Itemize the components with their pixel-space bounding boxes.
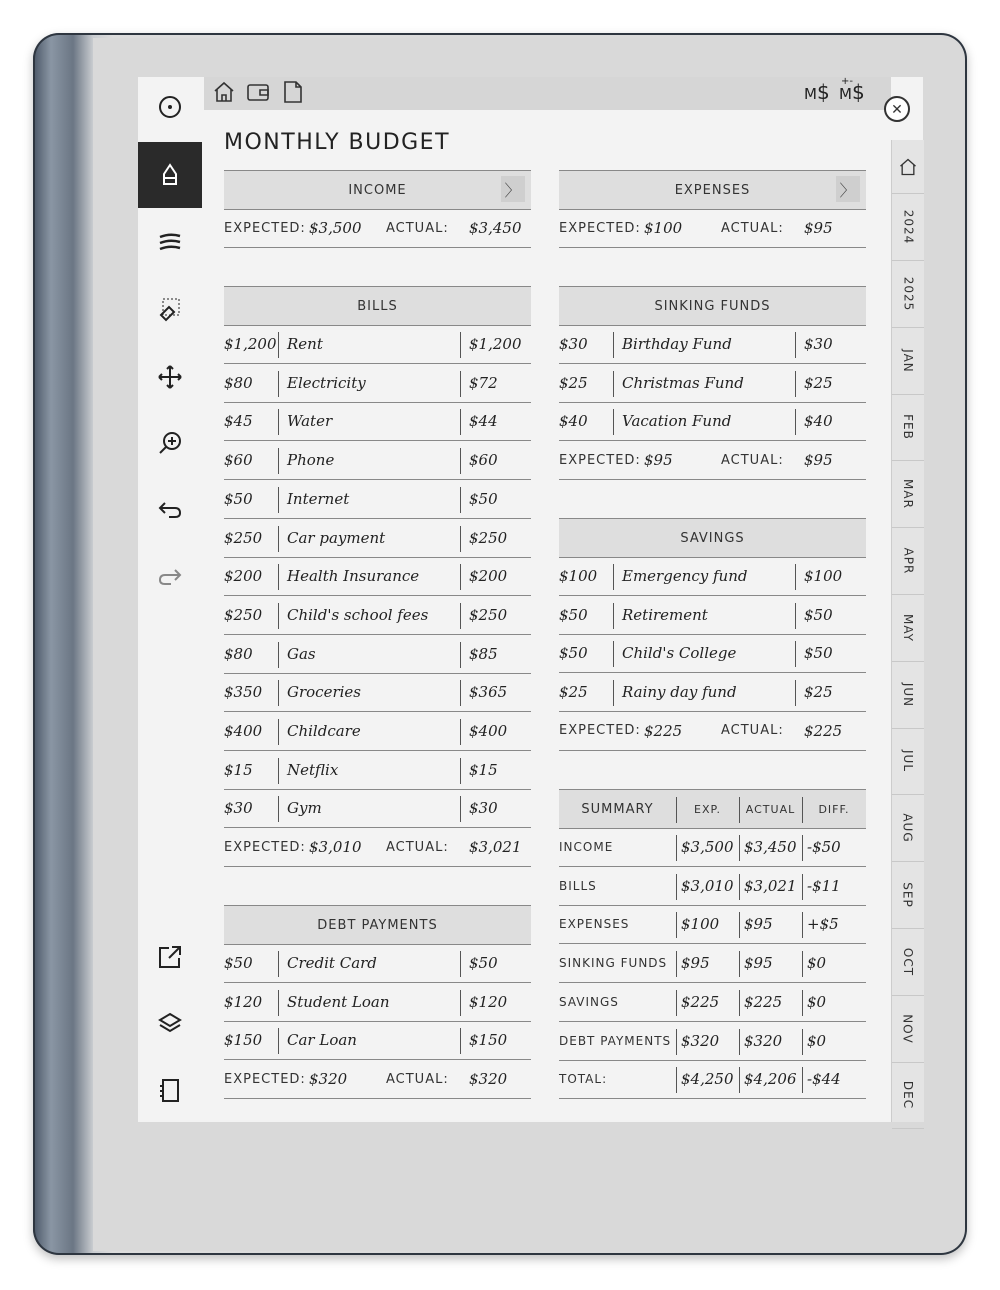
- home-icon[interactable]: [212, 80, 236, 110]
- divider: [278, 487, 279, 513]
- summary-expected: $4,250: [681, 1070, 734, 1089]
- tab-label: FEB: [901, 414, 915, 441]
- expected-label: EXPECTED:: [559, 220, 641, 236]
- actual-value: $95: [804, 451, 833, 470]
- divider: [613, 603, 614, 629]
- divider: [460, 1028, 461, 1054]
- actual-amount: $50: [469, 489, 498, 508]
- ms-label-2: M: [839, 85, 852, 103]
- savings-header: [559, 518, 866, 558]
- item-name: Emergency fund: [622, 567, 748, 585]
- actual-amount: $50: [804, 605, 833, 624]
- table-row[interactable]: [559, 634, 866, 673]
- table-row[interactable]: [224, 751, 531, 790]
- actual-amount: $50: [804, 644, 833, 663]
- table-row[interactable]: [224, 596, 531, 635]
- table-row[interactable]: [224, 325, 531, 364]
- eraser-select-icon[interactable]: [138, 280, 202, 340]
- divider: [278, 603, 279, 629]
- expected-amount: $1,200: [224, 335, 277, 353]
- plus-minus-label: +-: [841, 76, 853, 87]
- summary-row: [559, 1022, 866, 1061]
- summary-actual: $3,450: [744, 838, 797, 856]
- sinking-funds-header-label: SINKING FUNDS: [654, 298, 771, 314]
- divider: [460, 719, 461, 745]
- expected-amount: $150: [224, 1031, 263, 1050]
- item-name: Gas: [287, 644, 316, 663]
- actual-value: $320: [469, 1070, 508, 1089]
- income-header[interactable]: [224, 170, 531, 210]
- divider: [739, 990, 740, 1016]
- expected-amount: $45: [224, 412, 253, 431]
- income-header-label: INCOME: [348, 182, 407, 198]
- summary-actual: $4,206: [744, 1070, 797, 1089]
- expected-value: $95: [644, 451, 673, 470]
- divider: [460, 371, 461, 397]
- debt-totals: [224, 1060, 531, 1099]
- summary-expected: $95: [681, 954, 710, 973]
- item-name: Rent: [287, 335, 323, 353]
- expected-label: EXPECTED:: [224, 220, 306, 236]
- summary-diff: -$50: [807, 838, 841, 856]
- divider: [739, 874, 740, 900]
- divider: [278, 796, 279, 822]
- divider: [613, 409, 614, 435]
- table-row[interactable]: [224, 635, 531, 674]
- actual-amount: $365: [469, 683, 508, 702]
- summary-label: BILLS: [559, 878, 597, 893]
- divider: [795, 409, 796, 435]
- divider: [460, 564, 461, 590]
- undo-icon[interactable]: [138, 480, 202, 540]
- tab-label: NOV: [900, 1013, 915, 1044]
- expected-amount: $50: [224, 954, 253, 972]
- expected-amount: $40: [559, 412, 588, 431]
- item-name: Child's school fees: [287, 605, 429, 624]
- tab-may[interactable]: [892, 595, 924, 662]
- summary-actual: $320: [744, 1031, 783, 1050]
- divider: [676, 874, 677, 900]
- divider: [739, 1067, 740, 1093]
- actual-amount: $100: [804, 567, 843, 585]
- divider: [278, 680, 279, 706]
- tab-sep[interactable]: [892, 862, 924, 929]
- summary-actual: $3,021: [744, 876, 797, 895]
- summary-label: SAVINGS: [559, 994, 619, 1009]
- table-row[interactable]: [224, 712, 531, 751]
- actual-amount: $250: [469, 605, 508, 624]
- savings-totals: [559, 712, 866, 751]
- item-name: Netflix: [287, 760, 339, 779]
- expected-value: $100: [644, 219, 683, 237]
- expected-label: EXPECTED:: [224, 839, 306, 855]
- divider: [676, 990, 677, 1016]
- divider: [278, 526, 279, 552]
- divider: [795, 332, 796, 358]
- tab-jan[interactable]: [892, 328, 924, 395]
- summary-row: [559, 1060, 866, 1099]
- summary-diff: +$5: [807, 915, 839, 934]
- expected-amount: $60: [224, 451, 253, 470]
- expected-amount: $50: [224, 489, 253, 508]
- divider: [795, 641, 796, 667]
- tab-label: APR: [900, 547, 915, 575]
- divider: [795, 603, 796, 629]
- actual-amount: $30: [804, 335, 833, 353]
- divider: [802, 835, 803, 861]
- item-name: Childcare: [287, 722, 361, 740]
- sinking-funds-header: [559, 286, 866, 326]
- item-name: Groceries: [287, 683, 362, 702]
- expected-label: EXPECTED:: [224, 1071, 306, 1087]
- divider: [460, 603, 461, 629]
- divider: [278, 409, 279, 435]
- expected-amount: $50: [559, 605, 588, 624]
- item-name: Student Loan: [287, 992, 390, 1011]
- actual-amount: $30: [469, 799, 498, 818]
- month-tabs: [891, 140, 924, 1122]
- summary-diff: $0: [807, 954, 827, 973]
- summary-row: [559, 828, 866, 867]
- tab-dec[interactable]: [892, 1062, 924, 1129]
- expected-label: EXPECTED:: [559, 723, 641, 739]
- table-row[interactable]: [224, 519, 531, 558]
- expected-value: $225: [644, 721, 683, 740]
- divider: [278, 642, 279, 668]
- chevron-right-icon[interactable]: 〉: [501, 176, 525, 202]
- summary-actual: $95: [744, 954, 773, 973]
- expected-amount: $30: [224, 799, 253, 818]
- page-title: MONTHLY BUDGET: [224, 130, 451, 155]
- summary-diff: $0: [807, 992, 827, 1011]
- divider: [613, 680, 614, 706]
- zoom-icon[interactable]: [138, 413, 202, 473]
- summary-label: DEBT PAYMENTS: [559, 1033, 672, 1048]
- close-icon[interactable]: ✕: [884, 96, 910, 122]
- tab-nov[interactable]: [892, 996, 924, 1063]
- divider: [278, 1028, 279, 1054]
- divider: [460, 526, 461, 552]
- bills-header-label: BILLS: [357, 298, 398, 314]
- divider: [802, 951, 803, 977]
- expected-value: $3,010: [309, 838, 362, 857]
- divider: [460, 990, 461, 1016]
- expected-amount: $80: [224, 373, 253, 392]
- actual-label: ACTUAL:: [721, 220, 784, 236]
- divider: [739, 951, 740, 977]
- page-settings-icon[interactable]: [138, 1061, 202, 1121]
- table-row[interactable]: [559, 402, 866, 441]
- diff-col-header: DIFF.: [818, 802, 850, 816]
- divider: [676, 835, 677, 861]
- divider: [795, 371, 796, 397]
- table-row[interactable]: [559, 673, 866, 712]
- expected-amount: $400: [224, 722, 263, 740]
- summary-diff: -$44: [807, 1070, 841, 1089]
- actual-label: ACTUAL:: [721, 452, 784, 468]
- expected-amount: $250: [224, 528, 263, 547]
- divider: [676, 951, 677, 977]
- tab-jul[interactable]: [892, 728, 924, 795]
- divider: [278, 758, 279, 784]
- expected-amount: $50: [559, 644, 588, 663]
- expected-amount: $120: [224, 992, 263, 1011]
- tab-label: SEP: [901, 882, 915, 908]
- tab-apr[interactable]: [892, 528, 924, 595]
- pen-icon[interactable]: [138, 142, 202, 208]
- layers-icon[interactable]: [138, 994, 202, 1054]
- summary-row: [559, 905, 866, 944]
- divider: [278, 719, 279, 745]
- menu-circle-icon[interactable]: [138, 77, 202, 137]
- divider: [613, 564, 614, 590]
- divider: [460, 758, 461, 784]
- tab-label: JAN: [900, 348, 915, 373]
- summary-label: SINKING FUNDS: [559, 956, 668, 971]
- divider: [802, 874, 803, 900]
- tab-label: JUL: [900, 750, 915, 773]
- bills-totals: [224, 828, 531, 867]
- summary-label: TOTAL:: [559, 1072, 608, 1087]
- summary-row: [559, 944, 866, 983]
- expected-amount: $350: [224, 683, 263, 702]
- expected-amount: $30: [559, 335, 588, 353]
- divider: [460, 680, 461, 706]
- divider: [278, 990, 279, 1016]
- actual-amount: $44: [469, 412, 498, 431]
- divider: [460, 332, 461, 358]
- divider: [739, 912, 740, 938]
- divider: [460, 448, 461, 474]
- divider: [802, 990, 803, 1016]
- divider: [278, 951, 279, 977]
- actual-amount: $25: [804, 373, 833, 392]
- item-name: Car payment: [287, 528, 386, 547]
- divider: [802, 797, 803, 823]
- debt-header: [224, 905, 531, 945]
- actual-amount: $40: [804, 412, 833, 431]
- table-row[interactable]: [224, 944, 531, 983]
- tab-label: MAY: [901, 613, 915, 642]
- actual-label: ACTUAL:: [386, 839, 449, 855]
- table-row[interactable]: [224, 1021, 531, 1060]
- savings-header-label: SAVINGS: [680, 530, 745, 546]
- summary-expected: $225: [681, 992, 720, 1011]
- item-name: Retirement: [622, 605, 708, 624]
- actual-amount: $72: [469, 373, 498, 392]
- expected-amount: $15: [224, 760, 253, 779]
- tab-label: AUG: [900, 813, 915, 843]
- item-name: Car Loan: [287, 1031, 357, 1050]
- summary-title: SUMMARY: [581, 801, 654, 817]
- summary-actual: $225: [744, 992, 783, 1011]
- tab-label: MAR: [901, 479, 915, 510]
- actual-amount: $250: [469, 528, 508, 547]
- tab-2025[interactable]: [892, 261, 924, 328]
- wallet-icon[interactable]: [246, 80, 270, 110]
- table-row[interactable]: [224, 480, 531, 519]
- bills-header: [224, 286, 531, 326]
- expenses-header[interactable]: [559, 170, 866, 210]
- summary-label: EXPENSES: [559, 917, 630, 932]
- debt-header-label: DEBT PAYMENTS: [317, 917, 438, 933]
- brush-strokes-icon[interactable]: [138, 213, 202, 273]
- actual-label: ACTUAL:: [386, 1071, 449, 1087]
- summary-row: [559, 867, 866, 906]
- page-icon[interactable]: [282, 80, 304, 110]
- expected-amount: $100: [559, 567, 598, 585]
- actual-label: ACTUAL:: [386, 220, 449, 236]
- tab-mar[interactable]: [892, 461, 924, 528]
- expected-amount: $25: [559, 373, 588, 392]
- summary-actual: $95: [744, 915, 773, 934]
- divider: [460, 642, 461, 668]
- tab-feb[interactable]: [892, 394, 924, 461]
- income-totals: [224, 209, 531, 248]
- expected-amount: $80: [224, 644, 253, 663]
- item-name: Water: [287, 412, 333, 431]
- expected-amount: $250: [224, 605, 263, 624]
- table-row[interactable]: [224, 402, 531, 441]
- item-name: Child's College: [622, 644, 737, 663]
- add-transaction-icon[interactable]: +- M$: [839, 76, 865, 104]
- summary-expected: $100: [681, 915, 720, 934]
- actual-value: $3,021: [469, 838, 522, 857]
- divider: [795, 680, 796, 706]
- item-name: Christmas Fund: [622, 373, 744, 392]
- divider: [676, 912, 677, 938]
- expected-value: $320: [309, 1070, 348, 1089]
- table-row[interactable]: [559, 596, 866, 635]
- tab-label: DEC: [900, 1081, 915, 1110]
- item-name: Electricity: [287, 373, 366, 392]
- divider: [613, 641, 614, 667]
- divider: [278, 448, 279, 474]
- actual-amount: $200: [469, 567, 508, 586]
- divider: [739, 797, 740, 823]
- divider: [676, 1067, 677, 1093]
- divider: [460, 951, 461, 977]
- divider: [739, 1029, 740, 1055]
- item-name: Credit Card: [287, 954, 377, 972]
- divider: [460, 409, 461, 435]
- table-row[interactable]: [224, 441, 531, 480]
- move-icon[interactable]: [138, 347, 202, 407]
- summary-diff: -$11: [807, 876, 841, 895]
- actual-amount: $25: [804, 683, 833, 702]
- item-name: Internet: [287, 489, 350, 508]
- exp-col-header: EXP.: [694, 802, 721, 816]
- summary-row: [559, 983, 866, 1022]
- divider: [802, 1067, 803, 1093]
- tab-oct[interactable]: [892, 929, 924, 996]
- actual-amount: $400: [469, 722, 508, 740]
- tab-label: JUN: [901, 682, 915, 707]
- divider: [802, 1029, 803, 1055]
- summary-expected: $320: [681, 1031, 720, 1050]
- tab-home-icon[interactable]: [892, 140, 924, 194]
- expected-amount: $25: [559, 683, 588, 702]
- divider: [795, 564, 796, 590]
- divider: [676, 1029, 677, 1055]
- summary-expected: $3,010: [681, 876, 734, 895]
- monthly-summary-icon[interactable]: M$: [804, 80, 830, 104]
- chevron-right-icon[interactable]: 〉: [836, 176, 860, 202]
- redo-icon[interactable]: [138, 547, 202, 607]
- tab-jun[interactable]: [892, 662, 924, 729]
- summary-label: INCOME: [559, 840, 614, 854]
- divider: [613, 332, 614, 358]
- share-icon[interactable]: [138, 927, 202, 987]
- divider: [739, 835, 740, 861]
- tab-2024[interactable]: [892, 194, 924, 261]
- item-name: Birthday Fund: [622, 335, 732, 353]
- table-row[interactable]: [224, 983, 531, 1022]
- actual-amount: $50: [469, 954, 498, 972]
- table-row[interactable]: [224, 364, 531, 403]
- summary-header: [559, 789, 866, 829]
- divider: [278, 371, 279, 397]
- divider: [460, 796, 461, 822]
- actual-label: ACTUAL:: [721, 723, 784, 739]
- table-row[interactable]: [224, 789, 531, 828]
- item-name: Phone: [287, 451, 335, 470]
- actual-col-header: ACTUAL: [745, 802, 796, 816]
- divider: [278, 332, 279, 358]
- expenses-header-label: EXPENSES: [674, 182, 751, 198]
- actual-amount: $120: [469, 992, 508, 1011]
- expected-value: $3,500: [309, 219, 362, 237]
- item-name: Gym: [287, 799, 322, 818]
- expenses-totals: [559, 209, 866, 248]
- expected-amount: $200: [224, 567, 263, 586]
- actual-value: $225: [804, 721, 843, 740]
- item-name: Vacation Fund: [622, 412, 732, 431]
- divider: [613, 371, 614, 397]
- tab-aug[interactable]: [892, 795, 924, 862]
- divider: [278, 564, 279, 590]
- tab-label: OCT: [901, 947, 915, 976]
- item-name: Health Insurance: [287, 567, 420, 586]
- actual-amount: $150: [469, 1031, 508, 1050]
- table-row[interactable]: [559, 325, 866, 364]
- tab-label: 2024: [901, 209, 916, 245]
- expected-label: EXPECTED:: [559, 452, 641, 468]
- actual-amount: $1,200: [469, 335, 522, 353]
- table-row[interactable]: [224, 557, 531, 596]
- divider: [460, 487, 461, 513]
- tab-label: 2025: [901, 276, 916, 312]
- actual-amount: $85: [469, 644, 498, 663]
- actual-value: $3,450: [469, 219, 522, 237]
- actual-value: $95: [804, 219, 833, 237]
- actual-amount: $15: [469, 760, 498, 779]
- item-name: Rainy day fund: [622, 683, 737, 702]
- ms-label: M: [804, 85, 817, 103]
- summary-expected: $3,500: [681, 838, 734, 856]
- summary-diff: $0: [807, 1031, 827, 1050]
- sinking-totals: [559, 441, 866, 480]
- table-row[interactable]: [559, 364, 866, 403]
- table-row[interactable]: [559, 557, 866, 596]
- actual-amount: $60: [469, 451, 498, 470]
- divider: [802, 912, 803, 938]
- table-row[interactable]: [224, 673, 531, 712]
- divider: [676, 797, 677, 823]
